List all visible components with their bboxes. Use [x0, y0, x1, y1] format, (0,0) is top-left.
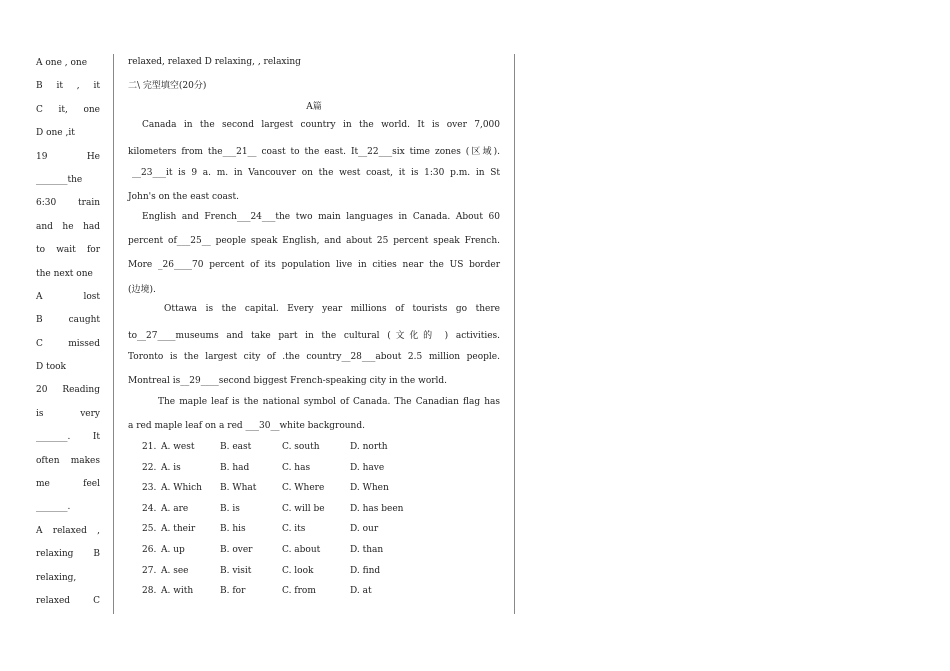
left-column-line: _______the [36, 174, 83, 185]
para4-line: a red maple leaf on a red ___30__white background. [128, 421, 365, 431]
top-line: relaxed, relaxed D relaxing, , relaxing [128, 57, 301, 67]
left-column-line: A lost [36, 291, 100, 302]
question-number: 22. [142, 462, 157, 473]
left-column-line: me feel [36, 479, 100, 490]
left-column-line: relaxing, [36, 572, 77, 583]
answer-option: A. see [161, 565, 189, 576]
para1-line: __23___it is 9 a. m. in Vancouver on the west coast, it is 1:30 p.m. in St [132, 168, 500, 178]
para2-line: (边境). [128, 285, 156, 295]
left-column-line: D one ,it [36, 128, 75, 139]
left-column-line: C missed [36, 338, 100, 349]
para3-line: Montreal is__29____second biggest French-speaking city in the world. [128, 376, 448, 386]
left-column-line: A one , one [36, 58, 88, 68]
left-column-line: 20 Reading [36, 385, 100, 396]
left-column-line: to wait for [36, 245, 100, 256]
left-column-line: often makes [36, 455, 100, 466]
left-column-line: and he had [36, 221, 100, 232]
question-number: 24. [142, 503, 157, 514]
answer-option: C. look [282, 565, 314, 576]
answer-option: B. over [220, 545, 253, 555]
question-number: 21. [142, 442, 157, 452]
para1-line: Canada in the second largest country in the world. It is over 7,000 [142, 120, 500, 130]
answer-option: C. its [282, 524, 306, 535]
answer-option: A. is [161, 462, 181, 473]
question-number: 23. [142, 483, 157, 494]
answer-option: A. west [161, 442, 195, 452]
answer-option: D. find [350, 565, 381, 576]
answer-option: D. than [350, 545, 384, 555]
para2-line: percent of___25__ people speak English, and about 25 percent speak French. [128, 236, 500, 246]
left-column-line: relaxing B [36, 549, 100, 560]
answer-option: D. north [350, 442, 388, 452]
left-column-line: relaxed C [36, 595, 100, 606]
left-column-line: 6:30 train [36, 198, 100, 209]
left-column-line: 19 He [36, 151, 100, 162]
para2-line: More _26____70 percent of its population live in cities near the US border [128, 260, 500, 270]
para3-line: Ottawa is the capital. Every year millions of tourists go there [164, 304, 500, 314]
para3-line: Toronto is the largest city of .the country__28___about 2.5 million people. [128, 352, 500, 362]
section-title: 二\ 完型填空(20分) [128, 81, 207, 91]
answer-option: B. east [220, 442, 252, 452]
answer-option: C. will be [282, 503, 325, 514]
answer-option: D. When [350, 483, 389, 494]
question-number: 25. [142, 524, 157, 535]
left-column-line: B caught [36, 315, 100, 326]
question-number: 27. [142, 565, 157, 576]
column-divider [113, 54, 114, 614]
para2-line: English and French___24___the two main languages in Canada. About 60 [142, 212, 500, 222]
left-column-line: is very [36, 408, 100, 419]
answer-option: B. is [220, 503, 240, 514]
para1-line: kilometers from the___21__ coast to the east. It__22___six time zones (区域). [128, 147, 500, 157]
question-number: 26. [142, 545, 157, 555]
left-column-line: the next one [36, 268, 93, 279]
left-column-line: B it , it [36, 81, 100, 92]
answer-option: B. had [220, 462, 250, 473]
answer-option: C. from [282, 586, 316, 597]
answer-option: D. has been [350, 503, 404, 514]
para3-line: to__27____museums and take part in the cultural (文化的 ) activities. [128, 331, 500, 341]
answer-option: B. visit [220, 565, 252, 576]
left-column [36, 52, 100, 613]
left-column-line: C it, one [36, 104, 100, 115]
para4-line: The maple leaf is the national symbol of Canada. The Canadian flag has [158, 397, 500, 407]
answer-option: C. about [282, 545, 321, 555]
answer-option: C. Where [282, 483, 325, 494]
left-column-line: A relaxed , [36, 525, 100, 536]
para1-line: John's on the east coast. [128, 192, 239, 202]
answer-option: D. at [350, 586, 372, 597]
answer-option: A. are [161, 503, 189, 514]
answer-option: C. south [282, 442, 320, 452]
answer-option: A. with [161, 586, 194, 597]
left-column-line: _______. [36, 502, 71, 513]
left-column-line: _______. It [36, 432, 100, 443]
answer-option: D. have [350, 462, 385, 473]
answer-option: B. his [220, 524, 246, 535]
passage-title: A篇 [306, 102, 322, 112]
answer-option: D. our [350, 524, 379, 535]
question-number: 28. [142, 586, 157, 597]
answer-option: A. up [161, 545, 185, 555]
answer-option: B. for [220, 586, 246, 597]
answer-option: B. What [220, 483, 257, 494]
column-divider [514, 54, 515, 614]
answer-option: C. has [282, 462, 311, 473]
answer-option: A. Which [161, 483, 202, 494]
left-column-line: D took [36, 362, 66, 373]
answer-option: A. their [161, 524, 196, 535]
